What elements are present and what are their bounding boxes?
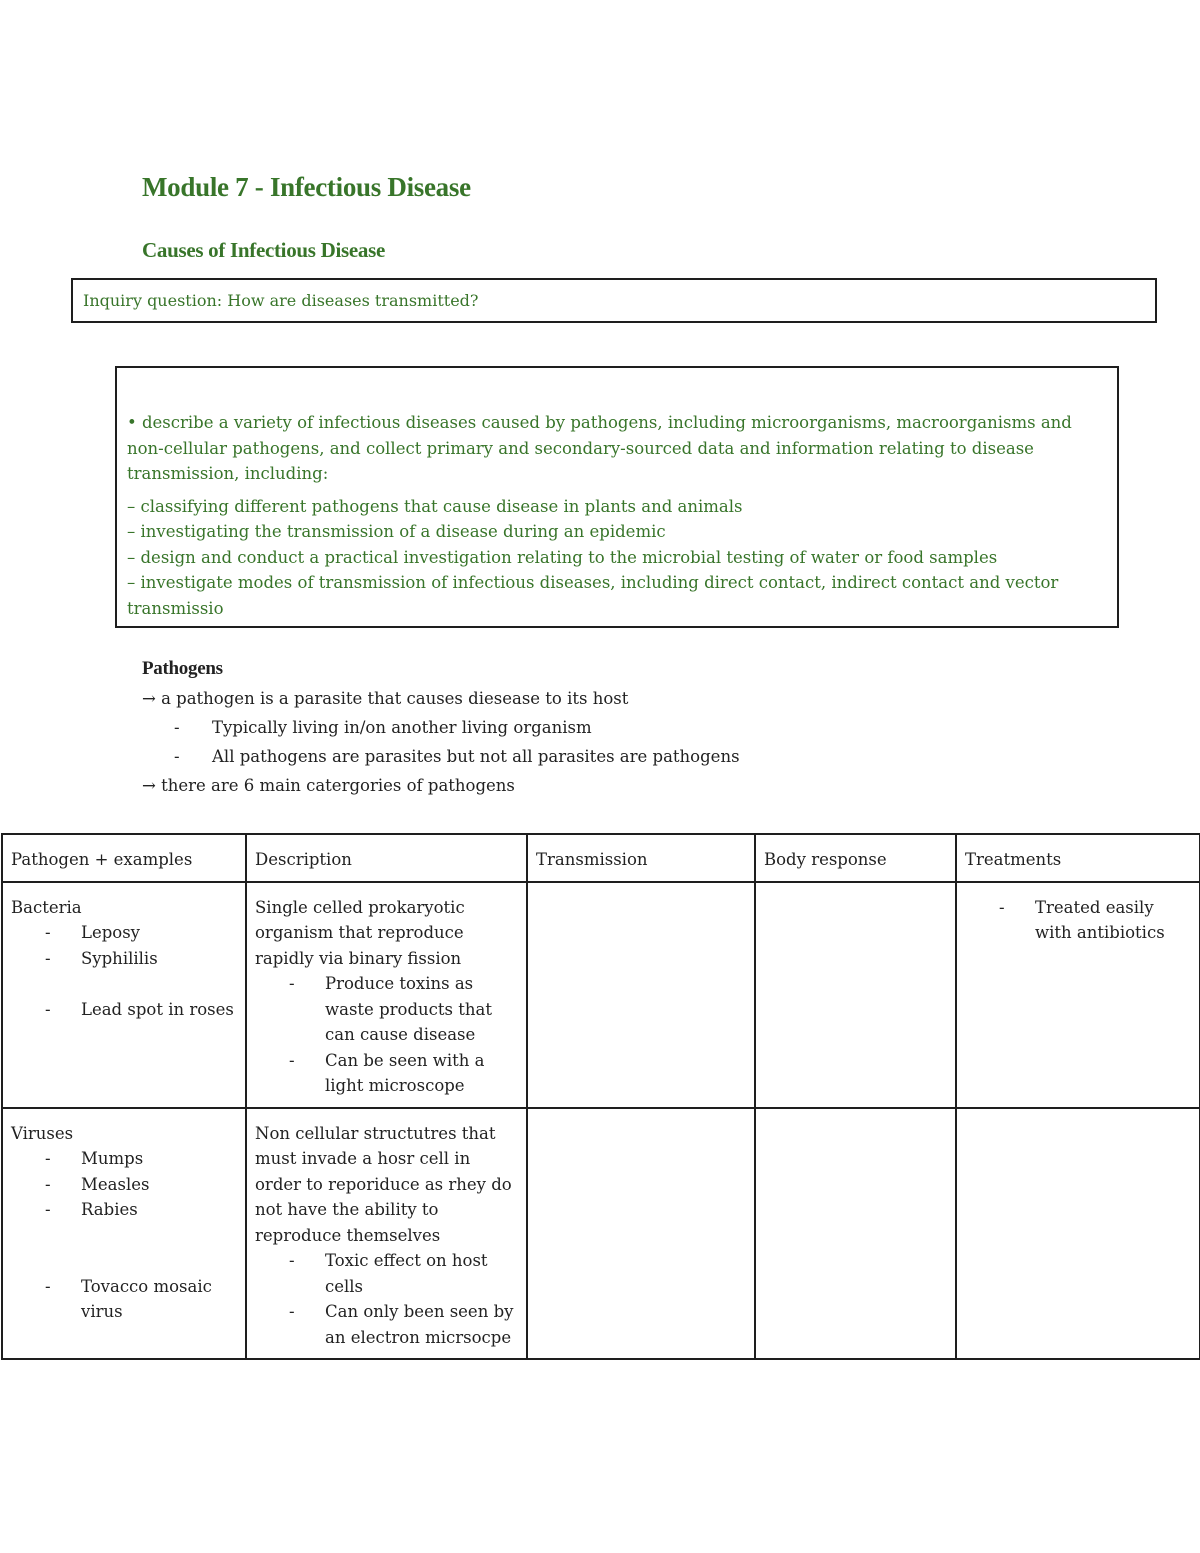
description-cell: Non cellular structutres that must invade a hosr cell in order to reporiduce as rhey do not have the ability to reproduce themselves - Toxic effect on host cells - Can only been seen by an electron micrsocpe xyxy=(246,1108,527,1360)
list-item: - Can be seen with a light microscope xyxy=(289,1050,485,1095)
treatments-cell xyxy=(956,882,1200,1108)
column-header: Description xyxy=(246,834,527,882)
page-title: Module 7 - Infectious Disease xyxy=(142,172,471,202)
body-response-cell xyxy=(755,882,956,1108)
syllabus-intro: • describe a variety of infectious diseases caused by pathogens, including microorganisms, macroorganisms and non-cellular pathogens, and collect primary and secondary-sourced data and information relating to disease transmission, including: xyxy=(127,413,1072,483)
table-row xyxy=(2,882,1200,1108)
description-cell: Single celled prokaryotic organism that reproduce rapidly via binary fission - Produce toxins as waste products that can cause disease - Can be seen with a light microscope xyxy=(246,882,527,1108)
pathogens-heading: Pathogens xyxy=(142,658,223,679)
list-item: - All pathogens are parasites but not all parasites are pathogens xyxy=(174,747,740,766)
inquiry-question-box: Inquiry question: How are diseases transmitted? xyxy=(71,278,1157,323)
list-item: - Syphililis xyxy=(45,948,158,968)
table-row xyxy=(2,1108,1200,1360)
syllabus-point: – investigating the transmission of a disease during an epidemic xyxy=(127,522,666,541)
list-item: - Tovacco mosaic virus xyxy=(45,1276,212,1321)
syllabus-points xyxy=(127,494,1107,622)
list-item: - Mumps xyxy=(45,1149,144,1168)
treatments-cell xyxy=(956,1108,1200,1360)
body-response-cell xyxy=(755,1108,956,1360)
pathogen-cell xyxy=(2,882,246,1108)
pathogen-definition: → a pathogen is a parasite that causes diesease to its host xyxy=(142,689,629,708)
table-header-row xyxy=(2,834,1200,882)
syllabus-point: – investigate modes of transmission of infectious diseases, including direct contact, indirect contact and vector transmissio xyxy=(127,573,1059,618)
syllabus-point: – design and conduct a practical investigation relating to the microbial testing of water or food samples xyxy=(127,547,998,567)
pathogens-section xyxy=(142,658,1042,800)
column-header: Body response xyxy=(755,834,956,882)
list-item: - Toxic effect on host cells xyxy=(289,1251,488,1296)
pathogen-name: Viruses xyxy=(11,1123,74,1143)
pathogen-categories-note: → there are 6 main catergories of pathogens xyxy=(142,776,515,795)
list-item: - Produce toxins as waste products that can cause disease xyxy=(289,974,492,1044)
pathogen-table xyxy=(1,833,1200,1360)
list-item: - Treated easily with antibiotics xyxy=(999,897,1165,942)
column-header: Pathogen + examples xyxy=(2,834,246,882)
list-item: - Can only been seen by an electron micrsocpe xyxy=(289,1302,514,1347)
list-item: - Lead spot in roses xyxy=(45,999,234,1019)
list-item: - Measles xyxy=(45,1174,150,1194)
syllabus-outcome-box xyxy=(115,366,1119,628)
list-item: - Rabies xyxy=(45,1200,138,1219)
column-header: Treatments xyxy=(956,834,1200,882)
section-subtitle: Causes of Infectious Disease xyxy=(142,238,386,262)
transmission-cell xyxy=(527,1108,755,1360)
list-item: - Leposy xyxy=(45,923,141,942)
pathogen-bullet-list xyxy=(142,713,1042,771)
pathogen-name: Bacteria xyxy=(11,897,82,917)
syllabus-point: – classifying different pathogens that cause disease in plants and animals xyxy=(127,496,743,516)
pathogen-cell xyxy=(2,1108,246,1360)
list-item: - Typically living in/on another living organism xyxy=(174,718,592,737)
column-header: Transmission xyxy=(527,834,755,882)
transmission-cell xyxy=(527,882,755,1108)
